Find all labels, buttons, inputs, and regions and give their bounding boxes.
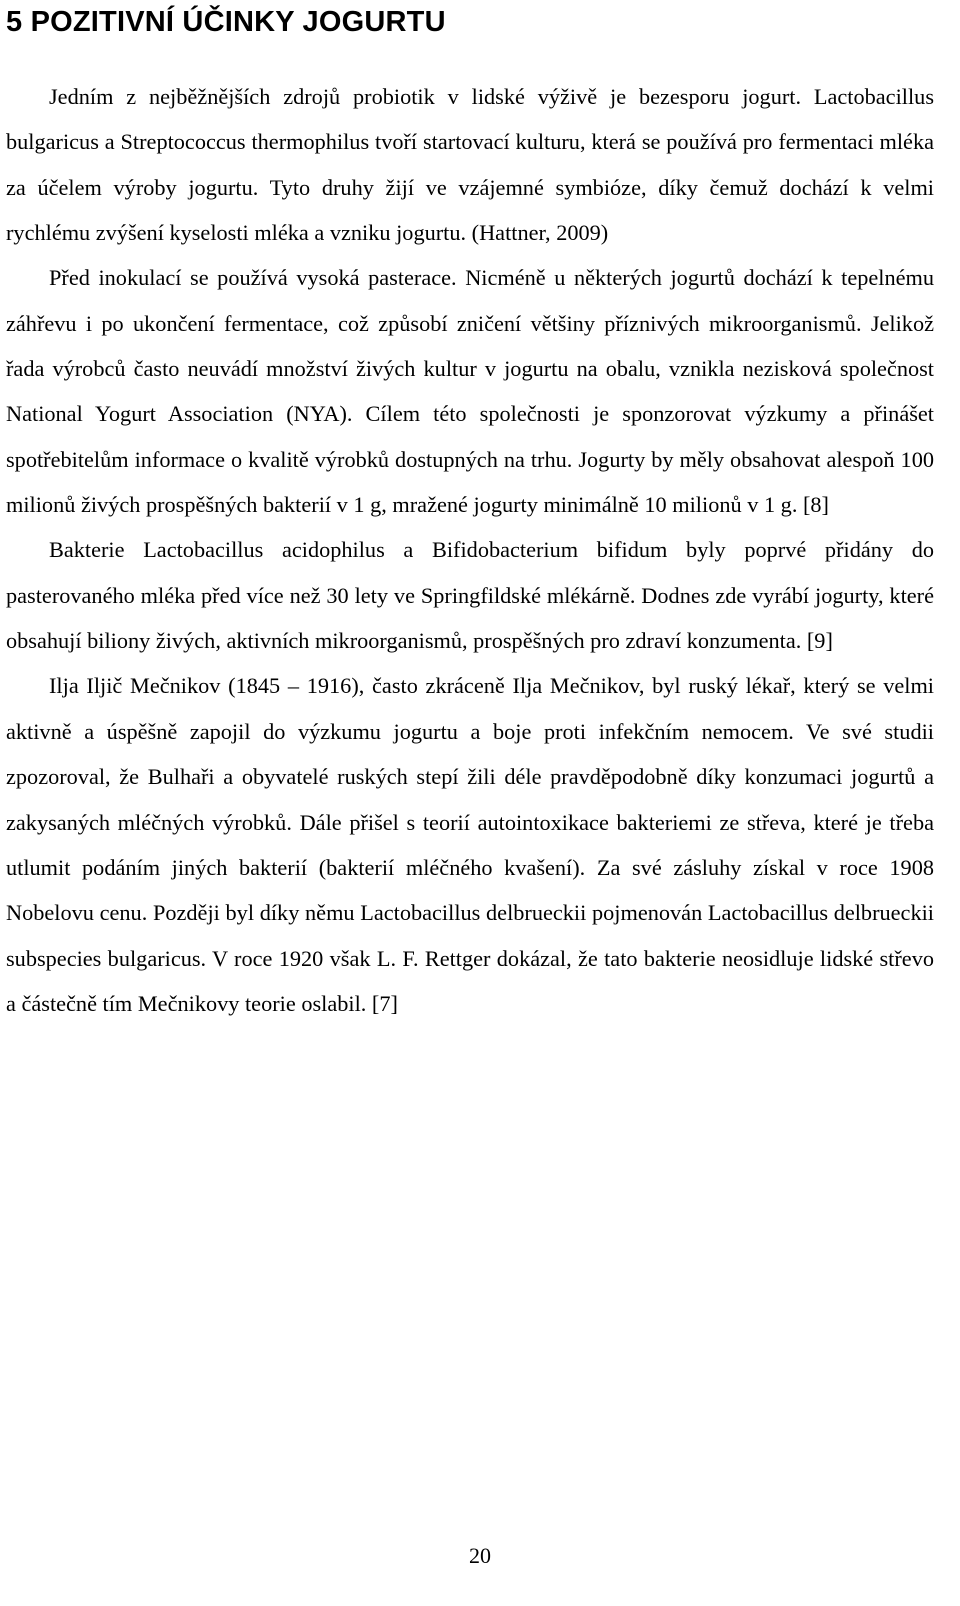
body-text <box>6 74 934 1026</box>
page-number: 20 <box>469 1543 491 1568</box>
paragraph-mechnikov: Ilja Iljič Mečnikov (1845 – 1916), často zkráceně Ilja Mečnikov, byl ruský lékař, který se velmi aktivně a úspěšně zapojil do výzkumu jogurtu a boje proti infekčním nemocem. Ve své studii zpozoroval, že Bulhaři a obyvatelé ruských stepí žili déle pravděpodobně díky konzumaci jogurtů a zakysaných mléčných výrobků. Dále přišel s teorií autointoxikace bakteriemi ze střeva, které je třeba utlumit podáním jiných bakterií (bakterií mléčného kvašení). Za své zásluhy získal v roce 1908 Nobelovu cenu. Později byl díky němu Lactobacillus delbrueckii pojmenován Lactobacillus delbrueckii subspecies bulgaricus. V roce 1920 však L. F. Rettger dokázal, že tato bakterie neosidluje lidské střevo a částečně tím Mečnikovy teorie oslabil. [7] <box>6 673 934 1016</box>
paragraph-acidophilus-bifidum: Bakterie Lactobacillus acidophilus a Bifidobacterium bifidum byly poprvé přidány do pasterovaného mléka před více než 30 lety ve Springfildské mlékárně. Dodnes zde vyrábí jogurty, které obsahují biliony živých, aktivních mikroorganismů, prospěšných pro zdraví konzumenta. [9] <box>6 537 934 654</box>
paragraph-pasteurization: Před inokulací se používá vysoká pasterace. Nicméně u některých jogurtů dochází k tepelnému záhřevu i po ukončení fermentace, což způsobí zničení většiny příznivých mikroorganismů. Jelikož řada výrobců často neuvádí množství živých kultur v jogurtu na obalu, vznikla nezisková společnost National Yogurt Association (NYA). Cílem této společnosti je sponzorovat výzkumy a přinášet spotřebitelům informace o kvalitě výrobků dostupných na trhu. Jogurty by měly obsahovat alespoň 100 milionů živých prospěšných bakterií v 1 g, mražené jogurty minimálně 10 milionů v 1 g. [8] <box>6 265 934 518</box>
paragraph-probiotics-source: Jedním z nejběžnějších zdrojů probiotik v lidské výživě je bezesporu jogurt. Lactobacillus bulgaricus a Streptococcus thermophilus tvoří startovací kulturu, která se používá pro fermentaci mléka za účelem výroby jogurtu. Tyto druhy žijí ve vzájemné symbióze, díky čemuž dochází k velmi rychlému zvýšení kyselosti mléka a vzniku jogurtu. (Hattner, 2009) <box>6 84 934 246</box>
chapter-heading: 5 POZITIVNÍ ÚČINKY JOGURTU <box>6 6 446 38</box>
